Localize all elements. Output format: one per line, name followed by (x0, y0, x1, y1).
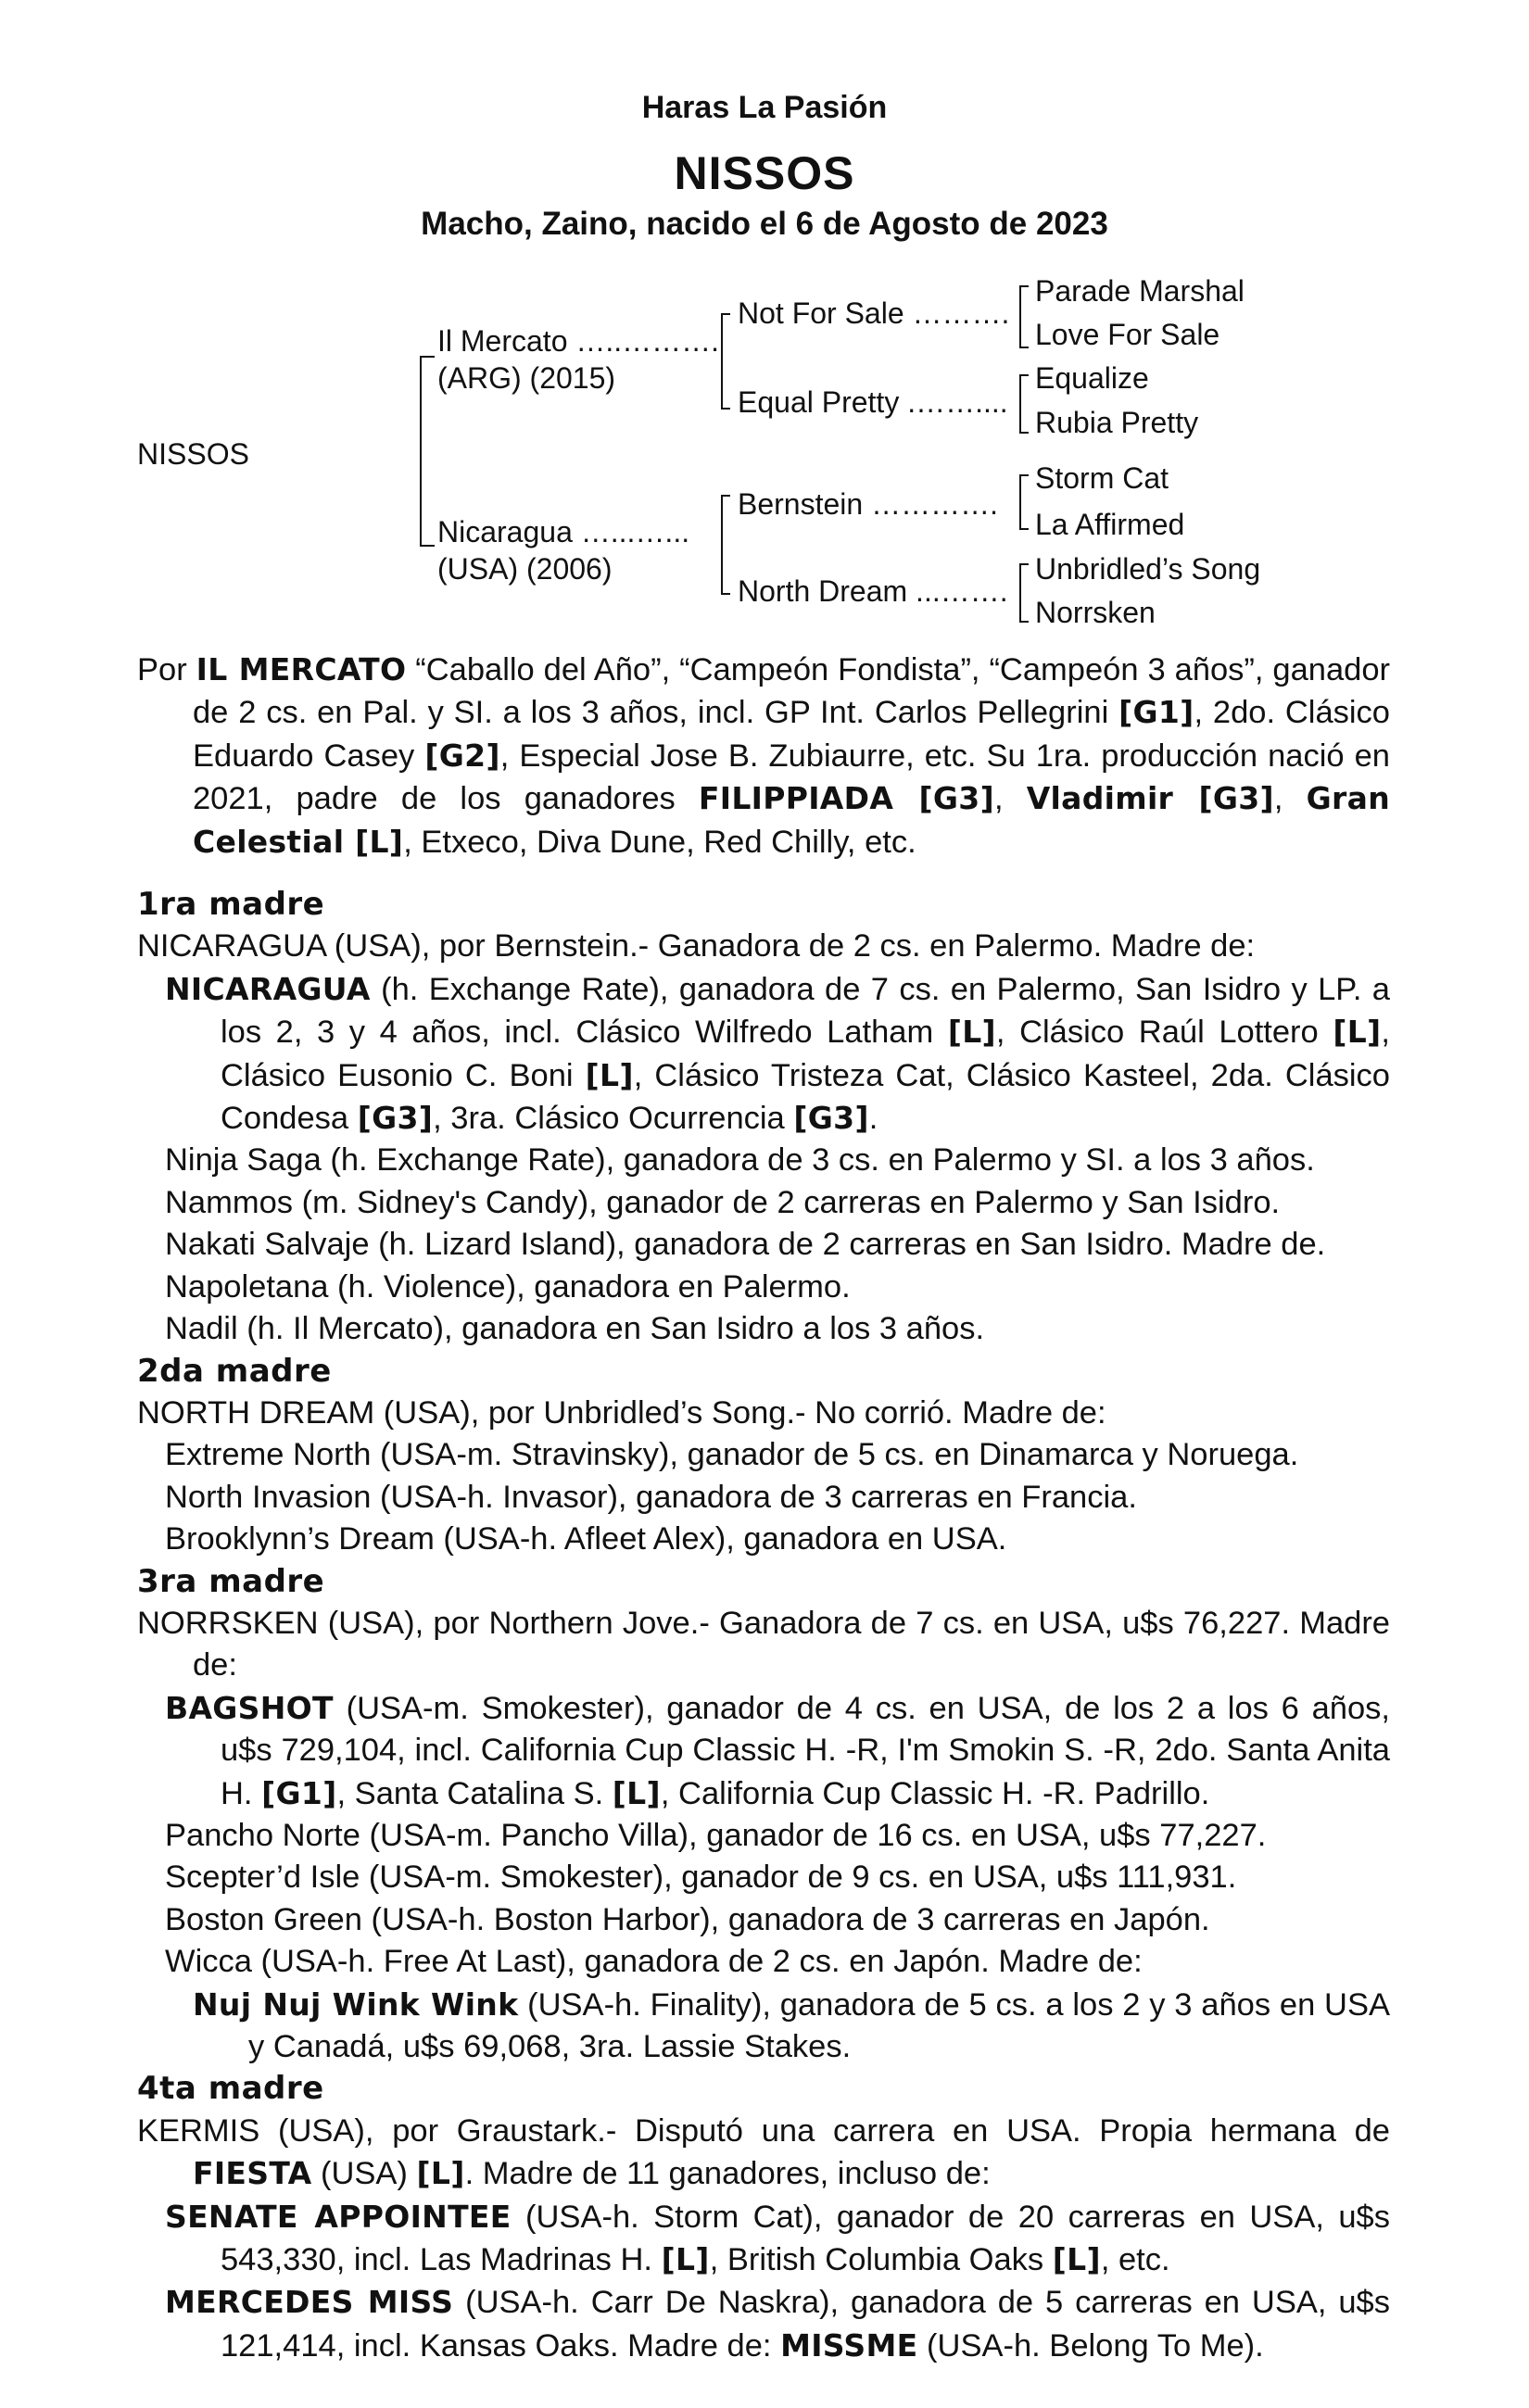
pedigree-g3-rubia-pretty: Rubia Pretty (1035, 406, 1199, 439)
heading-second-dam: 2da madre (137, 1352, 332, 1390)
third-dam-intro: NORRSKEN (USA), por Northern Jove.- Ganadora de 7 cs. en USA, u$s 76,227. Madre de: (137, 1605, 1390, 1683)
heading-third-dam: 3ra madre (137, 1562, 325, 1600)
list-item: Nammos (m. Sidney's Candy), ganador de 2 carreras en Palermo y San Isidro. (165, 1184, 1281, 1220)
pedigree-g3-storm-cat: Storm Cat (1035, 461, 1169, 495)
pedigree-bracket-g3-3 (1019, 474, 1029, 530)
pedigree-bracket-g3-4 (1019, 563, 1029, 623)
first-dam-intro: NICARAGUA (USA), por Bernstein.- Ganadora de 2 cs. en Palermo. Madre de: (137, 928, 1256, 964)
pedigree-bracket-g3-1 (1019, 285, 1029, 348)
list-item: Boston Green (USA-h. Boston Harbor), ganadora de 3 carreras en Japón. (165, 1901, 1210, 1937)
pedigree-sire-sire: Not For Sale ………. (738, 296, 1010, 330)
pedigree-dam: Nicaragua …...…... (437, 515, 690, 548)
pedigree-subject: NISSOS (137, 437, 249, 471)
list-item: North Invasion (USA-h. Invasor), ganadora de 3 carreras en Francia. (165, 1479, 1137, 1515)
pedigree-dam-origin: (USA) (2006) (437, 552, 613, 586)
third-dam-grand-produce: Nuj Nuj Wink Wink (USA-h. Finality), ganadora de 5 cs. a los 2 y 3 años en USA y Canadá, u$s 69,068, 3ra. Lassie Stakes. (193, 1986, 1390, 2064)
list-item: Wicca (USA-h. Free At Last), ganadora de 2 cs. en Japón. Madre de: (165, 1944, 1143, 1980)
fourth-dam-produce-mercedes: MERCEDES MISS (USA-h. Carr De Naskra), ganadora de 5 carreras en USA, u$s 121,414, incl. Kansas Oaks. Madre de: MISSME (USA-h. Belong To Me). (165, 2284, 1390, 2364)
list-item: Nakati Salvaje (h. Lizard Island), ganadora de 2 carreras en San Isidro. Madre de. (165, 1227, 1326, 1263)
pedigree-g3-love-for-sale: Love For Sale (1035, 318, 1220, 351)
third-dam-produce-highlight: BAGSHOT (USA-m. Smokester), ganador de 4 cs. en USA, de los 2 a los 6 años, u$s 729,104, incl. California Cup Classic H. -R, I'm Smokin S. -R, 2do. Santa Anita H. [G1], Santa Catalina S. [L], California Cup Classic H. -R. Padrillo. (165, 1689, 1390, 1811)
list-item: Ninja Saga (h. Exchange Rate), ganadora de 3 cs. en Palermo y SI. a los 3 años. (165, 1142, 1315, 1179)
pedigree-dam-sire: Bernstein …………. (738, 487, 998, 521)
catalog-body (137, 649, 1390, 2367)
horse-description: Macho, Zaino, nacido el 6 de Agosto de 2023 (421, 206, 1108, 242)
pedigree-bracket-sire (721, 313, 730, 410)
pedigree-g3-la-affirmed: La Affirmed (1035, 508, 1185, 541)
list-item: Nadil (h. Il Mercato), ganadora en San Isidro a los 3 años. (165, 1311, 985, 1347)
first-dam-produce-highlight: NICARAGUA (h. Exchange Rate), ganadora de 7 cs. en Palermo, San Isidro y LP. a los 2, 3 y 4 años, incl. Clásico Wilfredo Latham [L], Clásico Raúl Lottero [L], Clásico Eusonio C. Boni [L], Clásico Tristeza Cat, Clásico Kasteel, 2da. Clásico Condesa [G3], 3ra. Clásico Ocurrencia [G3]. (165, 970, 1390, 1137)
pedigree-bracket-dam (721, 495, 730, 595)
pedigree-g3-equalize: Equalize (1035, 361, 1149, 395)
list-item: Napoletana (h. Violence), ganadora en Palermo. (165, 1268, 851, 1305)
pedigree-g3-unbridleds-song: Unbridled’s Song (1035, 552, 1261, 586)
fourth-dam-produce-senate: SENATE APPOINTEE (USA-h. Storm Cat), ganador de 20 carreras en USA, u$s 543,330, incl. Las Madrinas H. [L], British Columbia Oaks [L], etc. (165, 2198, 1390, 2278)
list-item: Brooklynn’s Dream (USA-h. Afleet Alex), ganadora en USA. (165, 1521, 1007, 1557)
fourth-dam-intro: KERMIS (USA), por Graustark.- Disputó una carrera en USA. Propia hermana de FIESTA (USA) [L]. Madre de 11 ganadores, incluso de: (137, 2112, 1390, 2192)
list-item: Pancho Norte (USA-m. Pancho Villa), ganador de 16 cs. en USA, u$s 77,227. (165, 1817, 1267, 1853)
heading-fourth-dam: 4ta madre (137, 2070, 324, 2108)
pedigree-sire-dam: Equal Pretty .…….... (738, 385, 1008, 419)
pedigree-sire: Il Mercato …..………. (437, 324, 720, 358)
sire-paragraph: Por IL MERCATO “Caballo del Año”, “Campeón Fondista”, “Campeón 3 años”, ganador de 2 cs. en Pal. y SI. a los 3 años, incl. GP Int. Carlos Pellegrini [G1], 2do. Clásico Eduardo Casey [G2], Especial Jose B. Zubiaurre, etc. Su 1ra. producción nació en 2021, padre de los ganadores FILIPPIADA [G3], Vladimir [G3], Gran Celestial [L], Etxeco, Diva Dune, Red Chilly, etc. (137, 651, 1390, 860)
pedigree-bracket-g3-2 (1019, 374, 1029, 434)
pedigree-dam-dam: North Dream ...……. (738, 574, 1008, 608)
pedigree-bracket-gen1 (420, 356, 435, 547)
pedigree-sire-origin: (ARG) (2015) (437, 361, 616, 395)
sire-name-bold: IL MERCATO (196, 651, 407, 687)
pedigree-g3-norrsken: Norrsken (1035, 596, 1156, 629)
heading-first-dam: 1ra madre (137, 886, 325, 924)
stud-name: Haras La Pasión (641, 90, 888, 125)
pedigree-g3-parade-marshal: Parade Marshal (1035, 274, 1245, 308)
list-item: Scepter’d Isle (USA-m. Smokester), ganador de 9 cs. en USA, u$s 111,931. (165, 1860, 1237, 1896)
list-item: Extreme North (USA-m. Stravinsky), ganador de 5 cs. en Dinamarca y Noruega. (165, 1437, 1299, 1473)
horse-name: NISSOS (674, 147, 855, 199)
second-dam-intro: NORTH DREAM (USA), por Unbridled’s Song.- No corrió. Madre de: (137, 1394, 1106, 1431)
